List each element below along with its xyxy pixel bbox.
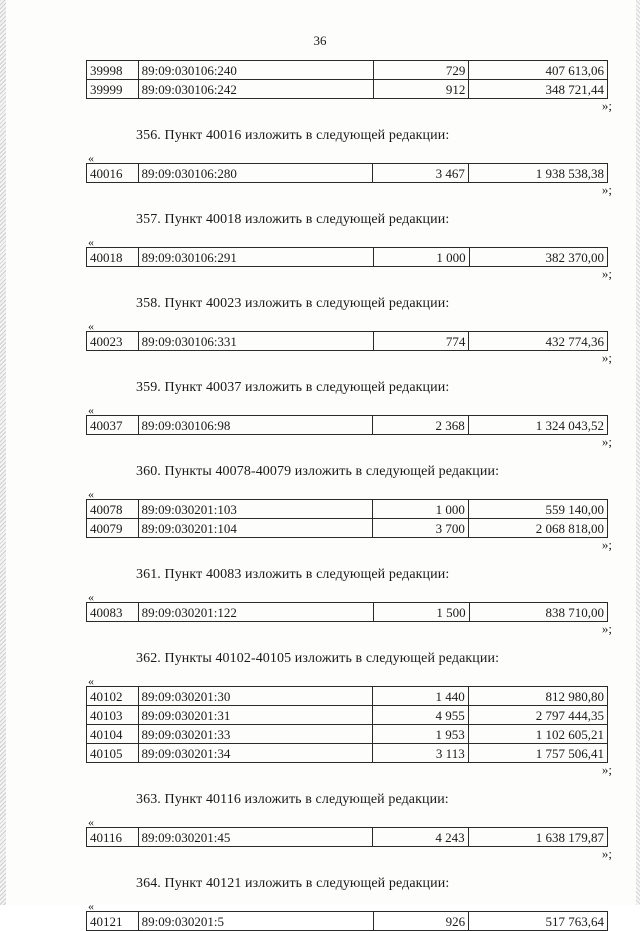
area-cell: 4 243 [372, 828, 468, 847]
cadastral-value-cell: 2 068 818,00 [468, 519, 607, 538]
amendment-table [86, 163, 608, 183]
cadastral-number-cell: 89:09:030201:30 [138, 687, 372, 706]
opening-quote: « [88, 674, 94, 688]
amendment-sections [86, 127, 614, 931]
cadastral-value-cell: 407 613,06 [469, 61, 608, 80]
table-row [87, 332, 608, 351]
cadastral-value-cell: 812 980,80 [468, 687, 607, 706]
section-heading: 362. Пункты 40102-40105 изложить в следующей редакции: [136, 651, 500, 666]
cadastral-value-cell: 382 370,00 [469, 248, 607, 267]
amendment-section [86, 875, 614, 931]
row-number-cell: 40083 [87, 603, 139, 622]
section-heading: 358. Пункт 40023 изложить в следующей редакции: [136, 296, 450, 311]
closing-quote: »; [601, 621, 612, 636]
table-row [87, 744, 608, 763]
opening-quote: « [88, 815, 94, 829]
cadastral-number-cell: 89:09:030201:103 [138, 500, 373, 519]
amendment-section [86, 791, 614, 861]
closing-quote: »; [601, 182, 612, 197]
closing-quote: »; [601, 762, 612, 777]
amendment-table [86, 415, 608, 435]
area-cell: 926 [373, 912, 468, 931]
area-cell: 3 700 [373, 519, 469, 538]
opening-quote: « [88, 899, 94, 913]
row-number-cell: 40037 [87, 416, 139, 435]
amendment-table [86, 686, 608, 763]
amendment-section [86, 566, 614, 636]
table-row [87, 725, 608, 744]
cadastral-number-cell: 89:09:030106:291 [138, 248, 373, 267]
cadastral-number-cell: 89:09:030201:34 [138, 744, 372, 763]
closing-quote: »; [601, 846, 612, 861]
amendment-section [86, 463, 614, 552]
amendment-table [86, 331, 608, 351]
row-number-cell: 40023 [87, 332, 139, 351]
page-number: 36 [313, 33, 327, 48]
row-number-cell: 39998 [87, 61, 139, 80]
cadastral-value-cell: 1 638 179,87 [468, 828, 607, 847]
cadastral-value-cell: 1 102 605,21 [468, 725, 607, 744]
amendment-section [86, 650, 614, 777]
section-heading: 360. Пункты 40078-40079 изложить в следующей редакции: [136, 464, 500, 479]
area-cell: 3 467 [373, 164, 469, 183]
table-row [87, 416, 608, 435]
area-cell: 729 [374, 61, 469, 80]
table-row [87, 828, 608, 847]
area-cell: 1 000 [373, 500, 469, 519]
section-heading: 357. Пункт 40018 изложить в следующей редакции: [136, 212, 450, 227]
row-number-cell: 40078 [87, 500, 139, 519]
scan-edge-right [636, 0, 640, 905]
row-number-cell: 40104 [87, 725, 139, 744]
closing-quote: »; [601, 98, 612, 113]
cadastral-number-cell: 89:09:030106:98 [138, 416, 372, 435]
table-row [87, 519, 608, 538]
cadastral-value-cell: 1 324 043,52 [468, 416, 607, 435]
cadastral-value-cell: 2 797 444,35 [468, 706, 607, 725]
cadastral-number-cell: 89:09:030201:122 [138, 603, 373, 622]
row-number-cell: 39999 [87, 80, 139, 99]
opening-quote: « [88, 319, 94, 333]
table-row [87, 80, 608, 99]
cadastral-value-cell: 1 938 538,38 [468, 164, 607, 183]
row-number-cell: 40121 [87, 912, 139, 931]
section-heading: 356. Пункт 40016 изложить в следующей редакции: [136, 128, 450, 143]
amendment-section [86, 211, 614, 281]
cadastral-number-cell: 89:09:030201:104 [138, 519, 373, 538]
area-cell: 1 953 [372, 725, 468, 744]
row-number-cell: 40103 [87, 706, 139, 725]
area-cell: 1 500 [373, 603, 469, 622]
amendment-section [86, 379, 614, 449]
area-cell: 912 [374, 80, 469, 99]
row-number-cell: 40116 [87, 828, 139, 847]
opening-quote: « [88, 487, 94, 501]
amendment-table [86, 247, 608, 267]
cadastral-number-cell: 89:09:030106:242 [138, 80, 374, 99]
opening-quote: « [88, 403, 94, 417]
scan-edge-left [0, 0, 6, 905]
area-cell: 774 [374, 332, 469, 351]
table-row [87, 248, 608, 267]
table-row [87, 164, 608, 183]
amendment-table [86, 499, 608, 538]
table-row [87, 912, 608, 931]
cadastral-value-cell: 517 763,64 [469, 912, 608, 931]
cadastral-value-cell: 1 757 506,41 [468, 744, 607, 763]
document-body [86, 60, 614, 931]
section-heading: 364. Пункт 40121 изложить в следующей редакции: [136, 876, 450, 891]
cadastral-value-cell: 838 710,00 [469, 603, 607, 622]
cadastral-number-cell: 89:09:030201:33 [138, 725, 372, 744]
table-row [87, 687, 608, 706]
amendment-table [86, 602, 608, 622]
area-cell: 3 113 [372, 744, 468, 763]
cadastral-number-cell: 89:09:030106:280 [138, 164, 373, 183]
cadastral-number-cell: 89:09:030201:45 [138, 828, 372, 847]
closing-quote: »; [601, 350, 612, 365]
cadastral-number-cell: 89:09:030106:240 [138, 61, 374, 80]
row-number-cell: 40105 [87, 744, 139, 763]
row-number-cell: 40079 [87, 519, 139, 538]
table-row [87, 706, 608, 725]
amendment-table [86, 911, 608, 931]
cadastral-value-cell: 348 721,44 [469, 80, 608, 99]
cadastral-value-cell: 432 774,36 [469, 332, 608, 351]
amendment-section [86, 295, 614, 365]
area-cell: 1 440 [372, 687, 468, 706]
closing-quote: »; [601, 266, 612, 281]
section-heading: 361. Пункт 40083 изложить в следующей редакции: [136, 567, 450, 582]
cadastral-number-cell: 89:09:030201:31 [138, 706, 372, 725]
amendment-section [86, 127, 614, 197]
amendment-table [86, 827, 608, 847]
row-number-cell: 40016 [87, 164, 139, 183]
opening-quote: « [88, 151, 94, 165]
row-number-cell: 40102 [87, 687, 139, 706]
table-row [87, 603, 608, 622]
section-heading: 363. Пункт 40116 изложить в следующей редакции: [136, 792, 449, 807]
cadastral-number-cell: 89:09:030106:331 [138, 332, 374, 351]
table-row [87, 500, 608, 519]
cadastral-number-cell: 89:09:030201:5 [138, 912, 373, 931]
table-row [87, 61, 608, 80]
opening-quote: « [88, 235, 94, 249]
cadastral-value-cell: 559 140,00 [468, 500, 607, 519]
closing-quote: »; [601, 537, 612, 552]
continued-table [86, 60, 608, 99]
closing-quote: »; [601, 434, 612, 449]
area-cell: 2 368 [372, 416, 468, 435]
row-number-cell: 40018 [87, 248, 139, 267]
area-cell: 4 955 [372, 706, 468, 725]
opening-quote: « [88, 590, 94, 604]
section-heading: 359. Пункт 40037 изложить в следующей редакции: [136, 380, 450, 395]
area-cell: 1 000 [373, 248, 469, 267]
